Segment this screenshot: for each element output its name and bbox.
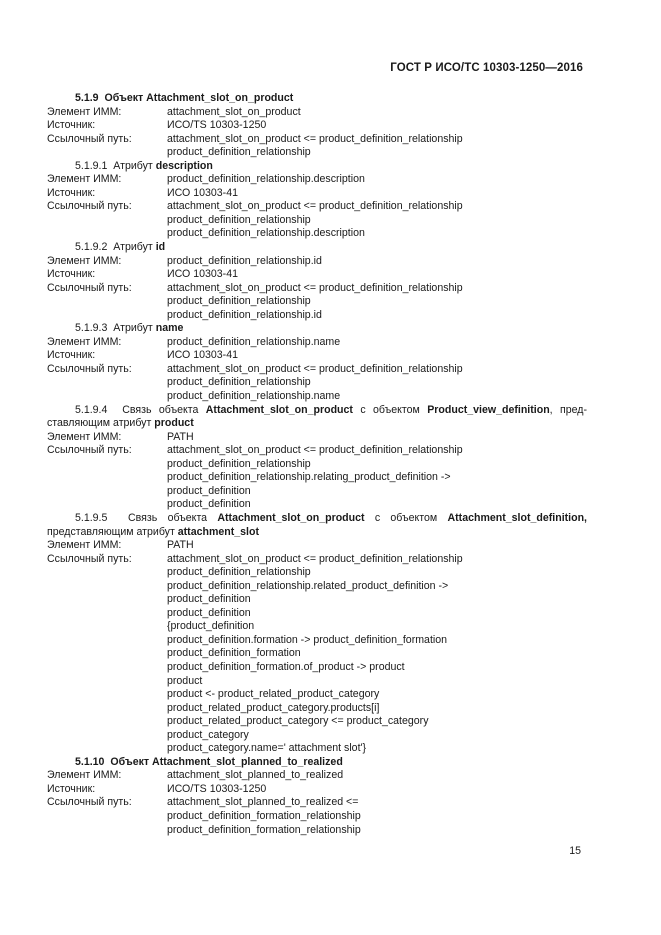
path-line: product_definition_formation_relationship bbox=[167, 809, 361, 822]
path-row bbox=[47, 214, 587, 228]
path-row bbox=[47, 661, 587, 675]
path-row bbox=[47, 607, 587, 621]
path-row bbox=[47, 566, 587, 580]
path-row bbox=[47, 593, 587, 607]
path-label: Ссылочный путь: bbox=[47, 281, 132, 294]
attribute-name: product bbox=[154, 417, 194, 430]
path-row bbox=[47, 146, 587, 160]
path-row bbox=[47, 796, 587, 810]
path-row bbox=[47, 309, 587, 323]
source-row bbox=[47, 119, 587, 133]
path-label: Ссылочный путь: bbox=[47, 552, 132, 565]
path-line: product_category bbox=[167, 728, 249, 741]
section-title: Объект Attachment_slot_planned_to_realized bbox=[110, 755, 343, 768]
element-row bbox=[47, 336, 587, 350]
path-line: product_definition bbox=[167, 606, 251, 619]
section-heading bbox=[47, 322, 587, 336]
path-row bbox=[47, 200, 587, 214]
source-label: Источник: bbox=[47, 119, 96, 132]
page-number: 15 bbox=[569, 845, 581, 857]
section-number: 5.1.9 bbox=[75, 92, 99, 104]
document-header: ГОСТ Р ИСО/ТС 10303-1250—2016 bbox=[390, 62, 583, 74]
path-row bbox=[47, 729, 587, 743]
path-row bbox=[47, 485, 587, 499]
element-label: Элемент ИММ: bbox=[47, 539, 122, 552]
source-value: ИСО 10303-41 bbox=[167, 268, 238, 281]
element-label: Элемент ИММ: bbox=[47, 254, 122, 267]
element-value: PATH bbox=[167, 430, 194, 443]
path-line: product_definition_formation_relationship bbox=[167, 823, 361, 836]
path-label: Ссылочный путь: bbox=[47, 796, 132, 809]
source-label: Источник: bbox=[47, 186, 96, 199]
section-heading bbox=[47, 756, 587, 770]
path-row bbox=[47, 702, 587, 716]
element-value: product_definition_relationship.id bbox=[167, 254, 322, 267]
section-heading bbox=[47, 241, 587, 255]
path-row bbox=[47, 133, 587, 147]
section-number: 5.1.9.1 bbox=[75, 159, 108, 172]
source-row bbox=[47, 783, 587, 797]
path-line: product_definition bbox=[167, 484, 251, 497]
section-heading bbox=[47, 92, 587, 106]
source-label: Источник: bbox=[47, 268, 96, 281]
path-line: attachment_slot_planned_to_realized <= bbox=[167, 796, 359, 809]
path-row bbox=[47, 688, 587, 702]
source-label: Источник: bbox=[47, 349, 96, 362]
heading-text: с объектом bbox=[360, 403, 420, 416]
heading-text: с объектом bbox=[374, 511, 438, 524]
path-line: product bbox=[167, 674, 203, 687]
path-label: Ссылочный путь: bbox=[47, 444, 132, 457]
path-line: product_definition_relationship.id bbox=[167, 308, 322, 321]
path-label: Ссылочный путь: bbox=[47, 200, 132, 213]
section-kind: Атрибут bbox=[113, 241, 153, 254]
path-line: product_definition.formation -> product_definition_formation bbox=[167, 633, 448, 646]
path-line: product_related_product_category.products[i] bbox=[167, 701, 380, 714]
path-line: product_definition_relationship.relating_product_definition -> bbox=[167, 471, 451, 484]
path-row bbox=[47, 810, 587, 824]
element-label: Элемент ИММ: bbox=[47, 769, 122, 782]
path-label: Ссылочный путь: bbox=[47, 132, 132, 145]
path-line: product_definition_formation.of_product -> product bbox=[167, 660, 405, 673]
path-row bbox=[47, 227, 587, 241]
section-number: 5.1.9.4 bbox=[75, 403, 108, 416]
path-line: attachment_slot_on_product <= product_definition_relationship bbox=[167, 281, 463, 294]
section-number: 5.1.9.5 bbox=[75, 511, 108, 524]
path-line: attachment_slot_on_product <= product_definition_relationship bbox=[167, 444, 463, 457]
source-value: ИСО/TS 10303-1250 bbox=[167, 119, 267, 132]
path-row bbox=[47, 390, 587, 404]
path-line: product_definition bbox=[167, 498, 251, 511]
section-heading bbox=[47, 512, 587, 539]
object-name: Attachment_slot_definition, bbox=[447, 511, 587, 524]
path-row bbox=[47, 634, 587, 648]
source-value: ИСО 10303-41 bbox=[167, 349, 238, 362]
section-title: Объект Attachment_slot_on_product bbox=[104, 92, 294, 104]
element-label: Элемент ИММ: bbox=[47, 430, 122, 443]
path-line: attachment_slot_on_product <= product_definition_relationship bbox=[167, 362, 463, 375]
source-label: Источник: bbox=[47, 782, 96, 795]
path-row bbox=[47, 376, 587, 390]
path-row bbox=[47, 363, 587, 377]
source-value: ИСО/TS 10303-1250 bbox=[167, 782, 267, 795]
path-line: product_definition_relationship.name bbox=[167, 390, 341, 403]
source-row bbox=[47, 268, 587, 282]
path-row bbox=[47, 498, 587, 512]
path-line: product_definition_relationship bbox=[167, 566, 311, 579]
path-line: attachment_slot_on_product <= product_definition_relationship bbox=[167, 552, 463, 565]
heading-text: Связь объекта bbox=[122, 403, 199, 416]
path-line: product_definition_relationship bbox=[167, 213, 311, 226]
path-line: product_definition_relationship.description bbox=[167, 227, 365, 240]
path-row bbox=[47, 715, 587, 729]
element-row bbox=[47, 255, 587, 269]
path-line: product_definition_formation bbox=[167, 647, 301, 660]
path-label: Ссылочный путь: bbox=[47, 362, 132, 375]
path-line: product_definition_relationship bbox=[167, 457, 311, 470]
path-line: product_definition_relationship.related_product_definition -> bbox=[167, 579, 449, 592]
path-row bbox=[47, 295, 587, 309]
section-heading bbox=[47, 404, 587, 431]
source-value: ИСО 10303-41 bbox=[167, 186, 238, 199]
path-row bbox=[47, 742, 587, 756]
section-kind: Атрибут bbox=[113, 159, 153, 172]
path-line: product_definition_relationship bbox=[167, 376, 311, 389]
attribute-name: name bbox=[155, 322, 184, 335]
heading-text: представляющим атрибут bbox=[47, 525, 175, 538]
path-line: product_definition bbox=[167, 593, 251, 606]
element-row bbox=[47, 769, 587, 783]
attribute-name: id bbox=[155, 241, 166, 254]
path-row bbox=[47, 647, 587, 661]
object-name: Attachment_slot_on_product bbox=[205, 403, 353, 416]
path-line: product_definition_relationship bbox=[167, 146, 311, 159]
element-value: PATH bbox=[167, 539, 194, 552]
source-row bbox=[47, 349, 587, 363]
element-label: Элемент ИММ: bbox=[47, 173, 122, 186]
path-row bbox=[47, 471, 587, 485]
object-name: Attachment_slot_on_product bbox=[217, 511, 365, 524]
section-heading bbox=[47, 160, 587, 174]
element-row bbox=[47, 173, 587, 187]
path-row bbox=[47, 580, 587, 594]
element-row bbox=[47, 539, 587, 553]
section-number: 5.1.10 bbox=[75, 755, 105, 768]
section-number: 5.1.9.2 bbox=[75, 241, 108, 254]
element-value: attachment_slot_planned_to_realized bbox=[167, 769, 344, 782]
element-value: product_definition_relationship.description bbox=[167, 173, 365, 186]
element-value: attachment_slot_on_product bbox=[167, 105, 301, 118]
path-line: product_definition_relationship bbox=[167, 295, 311, 308]
path-row bbox=[47, 675, 587, 689]
source-row bbox=[47, 187, 587, 201]
path-line: product <- product_related_product_category bbox=[167, 688, 380, 701]
path-row bbox=[47, 444, 587, 458]
section-number: 5.1.9.3 bbox=[75, 322, 108, 335]
attribute-name: attachment_slot bbox=[177, 525, 260, 538]
path-row bbox=[47, 282, 587, 296]
heading-text: Связь объекта bbox=[128, 511, 208, 524]
path-line: attachment_slot_on_product <= product_definition_relationship bbox=[167, 132, 463, 145]
path-line: product_category.name=' attachment slot'} bbox=[167, 742, 367, 755]
path-row bbox=[47, 458, 587, 472]
attribute-name: description bbox=[155, 159, 213, 172]
element-value: product_definition_relationship.name bbox=[167, 335, 341, 348]
path-row bbox=[47, 620, 587, 634]
path-line: product_related_product_category <= product_category bbox=[167, 715, 429, 728]
document-body bbox=[47, 92, 587, 837]
element-label: Элемент ИММ: bbox=[47, 335, 122, 348]
element-label: Элемент ИММ: bbox=[47, 105, 122, 118]
object-name: Product_view_definition bbox=[427, 403, 550, 416]
path-line: attachment_slot_on_product <= product_definition_relationship bbox=[167, 200, 463, 213]
heading-text: , пред-ставляющим атрибут bbox=[47, 403, 588, 430]
element-row bbox=[47, 431, 587, 445]
path-line: {product_definition bbox=[167, 620, 255, 633]
section-kind: Атрибут bbox=[113, 322, 153, 335]
path-row bbox=[47, 553, 587, 567]
element-row bbox=[47, 106, 587, 120]
path-row bbox=[47, 824, 587, 838]
